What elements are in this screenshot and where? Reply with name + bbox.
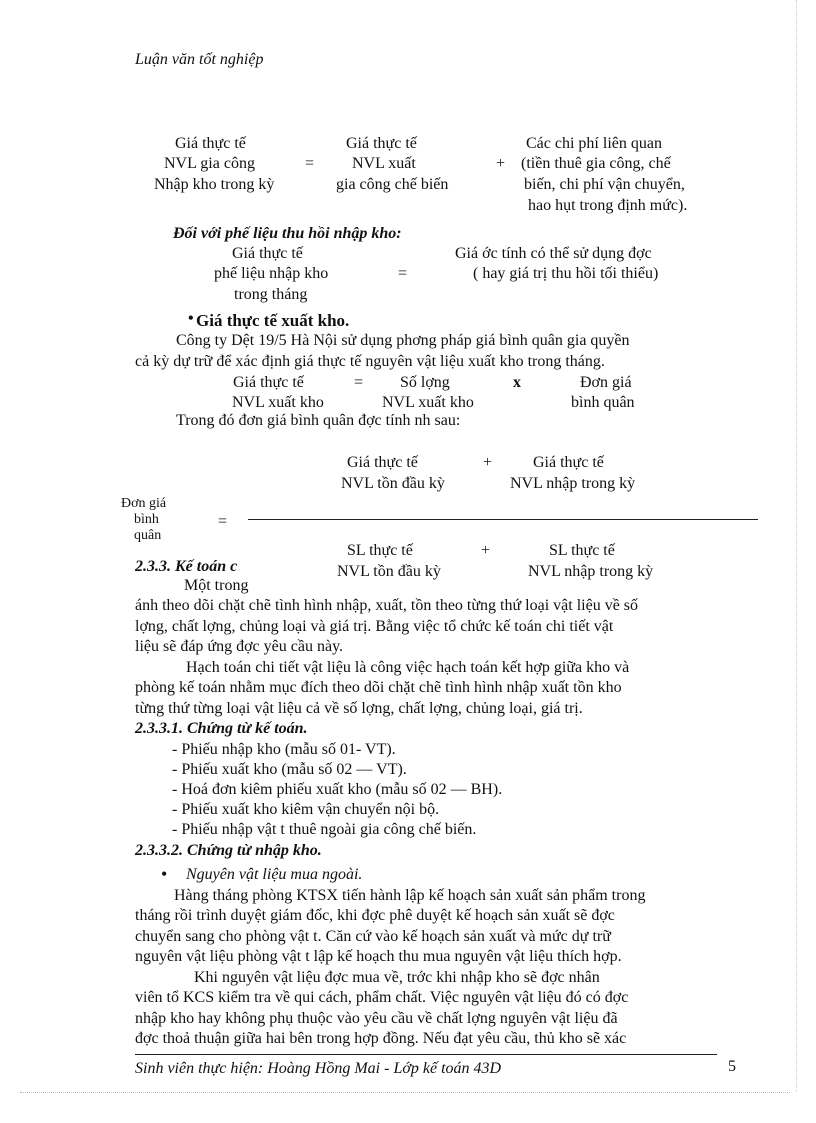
page-header-title: Luận văn tốt nghiệp (135, 51, 264, 68)
s2332-sub: Nguyên vật liệu mua ngoài. (186, 866, 363, 883)
export-f-mid-2: NVL xuất kho (382, 394, 474, 411)
s233-p1-l2: lợng, chất lợng, chủng loại và giá trị. Bằng việc tổ chức kế toán chi tiết vật (135, 618, 614, 635)
s2331-item-4: - Phiếu xuất kho kiêm vận chuyển nội bộ. (172, 801, 440, 818)
avg-num-b-2: NVL nhập trong kỳ (510, 475, 636, 492)
f1-right-4: hao hụt trong định mức). (528, 197, 688, 214)
export-f-mid-1: Số lợng (400, 374, 450, 391)
s2332-p2-l1: Khi nguyên vật liệu đợc mua về, trớc khi nhập kho sẽ đợc nhân (194, 969, 600, 986)
s2331-item-1: - Phiếu nhập kho (mẫu số 01- VT). (172, 741, 396, 758)
scrap-left-2: phế liệu nhập kho (214, 265, 329, 282)
avg-den-plus: + (481, 542, 491, 559)
export-f-times: x (513, 374, 521, 391)
avg-den-b-1: SL thực tế (549, 542, 615, 559)
avg-num-a-2: NVL tồn đầu kỳ (341, 475, 445, 492)
avg-fraction-bar (248, 519, 758, 520)
s2332-bullet: • (161, 864, 168, 884)
s233-p1-l1: ánh theo dõi chặt chẽ tình hình nhập, xuất, tồn theo từng thứ loại vật liệu về số (135, 597, 639, 614)
f1-right-2: (tiền thuê gia công, chế (521, 155, 671, 172)
s2332-p1-l2: tháng rồi trình duyệt giám đốc, khi đợc phê duyệt kế hoạch sản xuất sẽ đợc (135, 907, 615, 924)
s233-p1-l3: liệu sẽ đáp ứng đợc yêu cầu này. (135, 638, 344, 655)
export-f-left-2: NVL xuất kho (232, 394, 324, 411)
s233-p2-l2: phòng kế toán nhằm mục đích theo dõi chặt chẽ tình hình nhập xuất tồn kho (135, 679, 622, 696)
s2331-item-5: - Phiếu nhập vật t thuê ngoài gia công chế biến. (172, 821, 477, 838)
f1-mid-1: Giá thực tế (346, 135, 417, 152)
s2332-p2-l2: viên tổ KCS kiểm tra về qui cách, phẩm chất. Việc nguyên vật liệu đó có đợc (135, 989, 629, 1006)
f1-left-2: NVL gia công (164, 155, 255, 172)
avg-num-plus: + (483, 454, 493, 471)
f1-left-3: Nhập kho trong kỳ (154, 176, 275, 193)
s2332-p1-l3: chuyển sang cho phòng vật t. Căn cứ vào kế hoạch sản xuất và mức dự trữ (135, 928, 611, 945)
f1-mid-3: gia công chế biến (336, 176, 449, 193)
s2331-heading: 2.3.3.1. Chứng từ kế toán. (135, 720, 308, 737)
s2332-p1-l1: Hàng tháng phòng KTSX tiến hành lập kế hoạch sản xuất sản phẩm trong (174, 887, 646, 904)
footer-text: Sinh viên thực hiện: Hoàng Hồng Mai - Lớp kế toán 43D (135, 1060, 502, 1077)
scrap-left-1: Giá thực tế (232, 245, 303, 262)
scrap-left-3: trong tháng (234, 286, 308, 303)
avg-den-a-1: SL thực tế (347, 542, 413, 559)
page-number: 5 (728, 1058, 736, 1075)
export-f-left-1: Giá thực tế (233, 374, 304, 391)
s2331-item-3: - Hoá đơn kiêm phiếu xuất kho (mẫu số 02 — BH). (172, 781, 503, 798)
avg-equals: = (218, 513, 228, 530)
f1-plus: + (496, 155, 506, 172)
section-233-heading: 2.3.3. Kế toán c (135, 559, 238, 575)
scrap-right-1: Giá ớc tính có thể sử dụng đợc (455, 245, 652, 262)
export-para-line1: Công ty Dệt 19/5 Hà Nội sử dụng phơng pháp giá bình quân gia quyền (176, 332, 630, 349)
f1-right-3: biến, chi phí vận chuyển, (524, 176, 685, 193)
f1-left-1: Giá thực tế (175, 135, 246, 152)
f1-right-1: Các chi phí liên quan (526, 135, 662, 152)
s233-p2-l3: từng thứ từng loại vật liệu cả về số lợng, chất lợng, chủng loại, giá trị. (135, 700, 583, 717)
s2332-p1-l4: nguyên vật liệu phòng vật t lập kế hoạch thu mua nguyên vật liệu thích hợp. (135, 948, 622, 965)
s2332-heading: 2.3.3.2. Chứng từ nhập kho. (135, 842, 322, 859)
avg-den-a-2: NVL tồn đầu kỳ (337, 563, 441, 580)
s2332-p2-l3: nhập kho hay không phụ thuộc vào yêu cầu về chất lợng nguyên vật liệu đã (135, 1010, 618, 1027)
avg-num-a-1: Giá thực tế (347, 454, 418, 471)
export-bullet: • (188, 310, 194, 327)
section-233-line-fragment: Một trong (184, 578, 249, 594)
avg-lhs-3: quân (134, 528, 162, 543)
scrap-heading: Đối với phế liệu thu hồi nhập kho: (173, 225, 402, 242)
avg-den-b-2: NVL nhập trong kỳ (528, 563, 654, 580)
export-heading: Giá thực tế xuất kho. (196, 311, 350, 330)
f1-mid-2: NVL xuất (352, 155, 416, 172)
scrap-right-2: ( hay giá trị thu hồi tối thiểu) (473, 265, 659, 282)
export-f-right-1: Đơn giá (580, 374, 632, 391)
export-para-line2: cả kỳ dự trữ để xác định giá thực tế nguyên vật liệu xuất kho trong tháng. (135, 353, 605, 370)
export-where: Trong đó đơn giá bình quân đợc tính nh sau: (176, 412, 461, 429)
f1-equals: = (305, 155, 315, 172)
s233-p2-l1: Hạch toán chi tiết vật liệu là công việc hạch toán kết hợp giữa kho và (186, 659, 630, 676)
avg-lhs-1: Đơn giá (121, 496, 167, 511)
avg-num-b-1: Giá thực tế (533, 454, 604, 471)
scrap-equals: = (398, 265, 408, 282)
avg-lhs-2: bình (134, 512, 159, 527)
export-f-right-2: bình quân (571, 394, 635, 411)
export-f-equals: = (354, 374, 364, 391)
footer-rule (135, 1054, 717, 1055)
page-border-bottom (20, 1092, 790, 1093)
page-border-right (796, 0, 797, 1092)
s2331-item-2: - Phiếu xuất kho (mẫu số 02 — VT). (172, 761, 407, 778)
s2332-p2-l4: đợc thoả thuận giữa hai bên trong hợp đồng. Nếu đạt yêu cầu, thủ kho sẽ xác (135, 1030, 627, 1047)
